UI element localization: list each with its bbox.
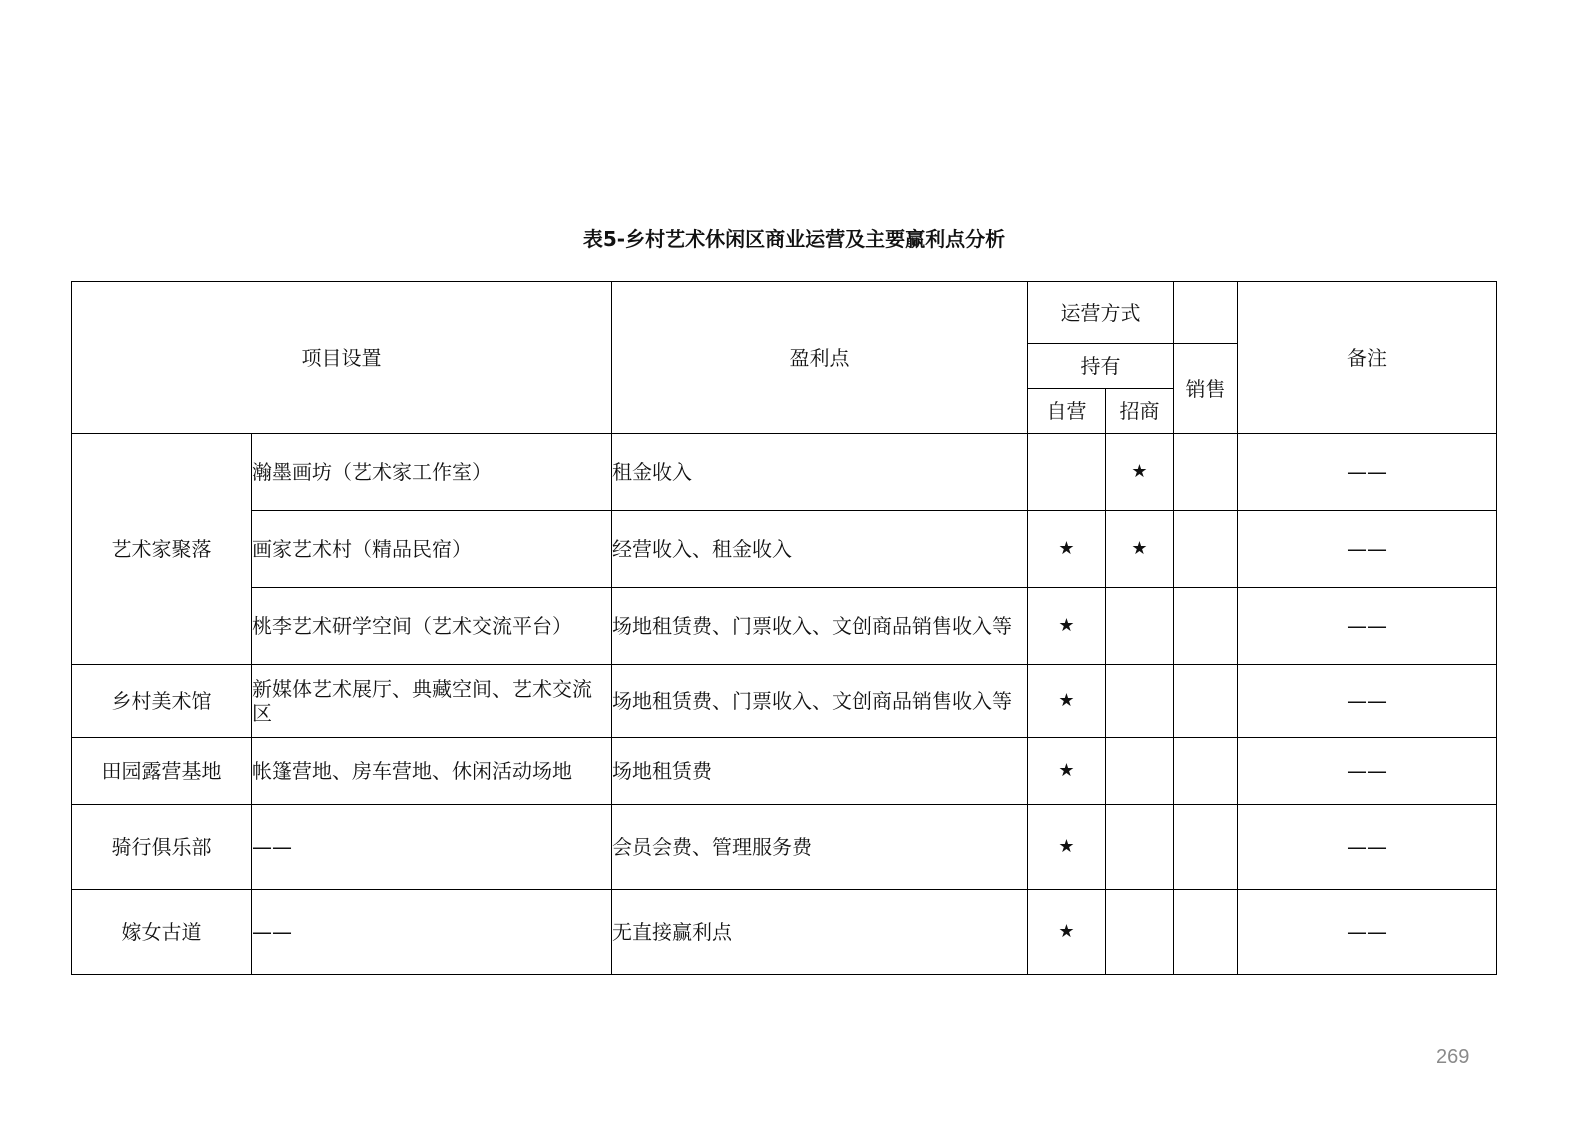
note: —— — [1238, 588, 1497, 665]
self-run-mark: ★ — [1028, 805, 1106, 890]
note: —— — [1238, 434, 1497, 511]
sale-mark — [1174, 738, 1238, 805]
leasing-mark — [1106, 738, 1174, 805]
profit-point: 场地租赁费 — [612, 738, 1028, 805]
header-project: 项目设置 — [72, 282, 612, 434]
group-name: 艺术家聚落 — [72, 434, 252, 665]
self-run-mark: ★ — [1028, 890, 1106, 975]
leasing-mark: ★ — [1106, 511, 1174, 588]
table-row — [72, 511, 1497, 588]
self-run-mark — [1028, 434, 1106, 511]
profit-analysis-table — [71, 281, 1497, 975]
self-run-mark: ★ — [1028, 665, 1106, 738]
page-number: 269 — [1436, 1046, 1470, 1068]
header-profit: 盈利点 — [612, 282, 1028, 434]
sale-mark — [1174, 434, 1238, 511]
header-self-run: 自营 — [1028, 389, 1106, 434]
self-run-mark: ★ — [1028, 588, 1106, 665]
header-sale: 销售 — [1174, 344, 1238, 434]
table-title: 表5-乡村艺术休闲区商业运营及主要赢利点分析 — [582, 227, 1006, 251]
sale-mark — [1174, 890, 1238, 975]
sale-mark — [1174, 805, 1238, 890]
table-row — [72, 805, 1497, 890]
project-item: —— — [252, 890, 612, 975]
project-item: 画家艺术村（精品民宿） — [252, 511, 612, 588]
profit-point: 场地租赁费、门票收入、文创商品销售收入等 — [612, 665, 1028, 738]
header-row — [72, 282, 1497, 344]
sale-mark — [1174, 588, 1238, 665]
project-item: 帐篷营地、房车营地、休闲活动场地 — [252, 738, 612, 805]
self-run-mark: ★ — [1028, 511, 1106, 588]
project-item: 瀚墨画坊（艺术家工作室） — [252, 434, 612, 511]
table-row — [72, 738, 1497, 805]
profit-point: 经营收入、租金收入 — [612, 511, 1028, 588]
sale-mark — [1174, 511, 1238, 588]
profit-point: 租金收入 — [612, 434, 1028, 511]
group-name: 乡村美术馆 — [72, 665, 252, 738]
project-item: 桃李艺术研学空间（艺术交流平台） — [252, 588, 612, 665]
header-notes: 备注 — [1238, 282, 1497, 434]
note: —— — [1238, 738, 1497, 805]
header-hold: 持有 — [1028, 344, 1174, 389]
profit-point: 无直接赢利点 — [612, 890, 1028, 975]
table-row — [72, 665, 1497, 738]
leasing-mark — [1106, 665, 1174, 738]
header-operation: 运营方式 — [1028, 282, 1174, 344]
group-name: 骑行俱乐部 — [72, 805, 252, 890]
project-item: —— — [252, 805, 612, 890]
leasing-mark — [1106, 890, 1174, 975]
header-blank — [1174, 282, 1238, 344]
project-item: 新媒体艺术展厅、典藏空间、艺术交流区 — [252, 665, 612, 738]
group-name: 嫁女古道 — [72, 890, 252, 975]
note: —— — [1238, 890, 1497, 975]
group-name: 田园露营基地 — [72, 738, 252, 805]
note: —— — [1238, 665, 1497, 738]
self-run-mark: ★ — [1028, 738, 1106, 805]
profit-point: 会员会费、管理服务费 — [612, 805, 1028, 890]
sale-mark — [1174, 665, 1238, 738]
header-leasing: 招商 — [1106, 389, 1174, 434]
leasing-mark — [1106, 588, 1174, 665]
leasing-mark — [1106, 805, 1174, 890]
table-row — [72, 434, 1497, 511]
table-row — [72, 890, 1497, 975]
note: —— — [1238, 805, 1497, 890]
note: —— — [1238, 511, 1497, 588]
table-row — [72, 588, 1497, 665]
leasing-mark: ★ — [1106, 434, 1174, 511]
profit-point: 场地租赁费、门票收入、文创商品销售收入等 — [612, 588, 1028, 665]
